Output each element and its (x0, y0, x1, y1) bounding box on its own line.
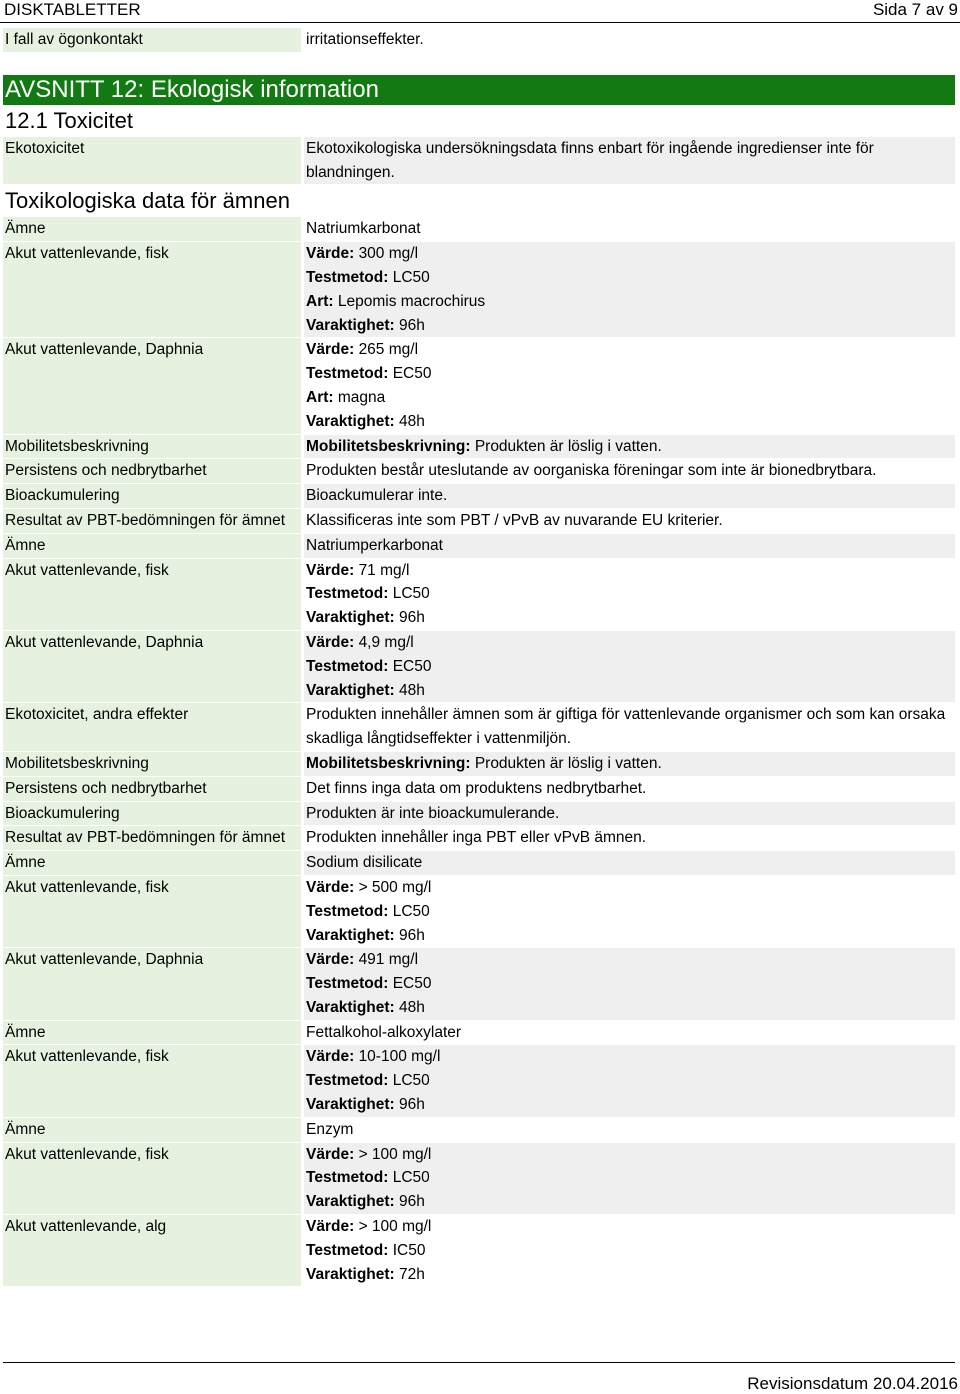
row-label: Resultat av PBT-bedömningen för ämnet (3, 826, 301, 850)
row-label: Akut vattenlevande, fisk (3, 876, 301, 947)
row-value: Värde: 491 mg/l Testmetod: EC50 Varaktighet: 48h (304, 948, 955, 1019)
row-value: Produkten innehåller ämnen som är giftiga för vattenlevande organismer och som kan orsaka skadliga långtidseffekter i vattenmiljön. (304, 703, 955, 751)
info-row (3, 137, 955, 185)
row-value: Värde: 71 mg/l Testmetod: LC50 Varaktighet: 96h (304, 559, 955, 630)
row-label: Ämne (3, 534, 301, 558)
row-label: Bioackumulering (3, 802, 301, 826)
info-row (3, 1045, 955, 1116)
info-row (3, 459, 955, 483)
row-value: Produkten är inte bioackumulerande. (304, 802, 955, 826)
row-value: Värde: > 100 mg/l Testmetod: IC50 Varaktighet: 72h (304, 1215, 955, 1286)
info-row (3, 1143, 955, 1214)
info-row (3, 777, 955, 801)
substance-row (3, 851, 955, 875)
info-row (3, 876, 955, 947)
row-label: Bioackumulering (3, 484, 301, 508)
row-label: Persistens och nedbrytbarhet (3, 777, 301, 801)
row-label: Ämne (3, 217, 301, 241)
page-footer (3, 1362, 958, 1393)
page-header (0, 0, 960, 23)
row-label: Akut vattenlevande, fisk (3, 559, 301, 630)
row-label: Resultat av PBT-bedömningen för ämnet (3, 509, 301, 533)
row-label: Akut vattenlevande, Daphnia (3, 338, 301, 433)
info-row (3, 435, 955, 459)
row-value: irritationseffekter. (304, 28, 955, 52)
row-value: Värde: 4,9 mg/l Testmetod: EC50 Varaktighet: 48h (304, 631, 955, 702)
row-value: Ekotoxikologiska undersökningsdata finns enbart för ingående ingredienser inte för blandningen. (304, 137, 955, 185)
info-row (3, 826, 955, 850)
substance-name: Enzym (304, 1118, 955, 1142)
page-number: Sida 7 av 9 (872, 0, 958, 19)
info-row (3, 559, 955, 630)
info-row (3, 338, 955, 433)
row-value: Det finns inga data om produktens nedbrytbarhet. (304, 777, 955, 801)
substance-row (3, 534, 955, 558)
product-name: DISKTABLETTER (4, 0, 141, 19)
row-label: Akut vattenlevande, fisk (3, 1143, 301, 1214)
row-value: Produkten innehåller inga PBT eller vPvB ämnen. (304, 826, 955, 850)
substance-name: Natriumperkarbonat (304, 534, 955, 558)
substance-name: Natriumkarbonat (304, 217, 955, 241)
row-value: Mobilitetsbeskrivning: Produkten är löslig i vatten. (304, 752, 955, 776)
row-value: Produkten består uteslutande av oorganiska föreningar som inte är bionedbrytbara. (304, 459, 955, 483)
row-label: Ekotoxicitet, andra effekter (3, 703, 301, 751)
info-row (3, 28, 955, 52)
row-value: Värde: > 100 mg/l Testmetod: LC50 Varaktighet: 96h (304, 1143, 955, 1214)
row-value: Bioackumulerar inte. (304, 484, 955, 508)
substance-name: Fettalkohol-alkoxylater (304, 1021, 955, 1045)
row-value: Klassificeras inte som PBT / vPvB av nuvarande EU kriterier. (304, 509, 955, 533)
row-label: Ämne (3, 1118, 301, 1142)
row-label: Akut vattenlevande, Daphnia (3, 631, 301, 702)
row-label: Akut vattenlevande, fisk (3, 1045, 301, 1116)
substance-name: Sodium disilicate (304, 851, 955, 875)
row-label: Akut vattenlevande, Daphnia (3, 948, 301, 1019)
row-value: Värde: 265 mg/l Testmetod: EC50 Art: magna Varaktighet: 48h (304, 338, 955, 433)
row-label: I fall av ögonkontakt (3, 28, 301, 52)
info-row (3, 802, 955, 826)
row-label: Mobilitetsbeskrivning (3, 752, 301, 776)
row-label: Persistens och nedbrytbarhet (3, 459, 301, 483)
document-body (3, 28, 955, 1287)
info-row (3, 631, 955, 702)
row-label: Mobilitetsbeskrivning (3, 435, 301, 459)
info-row (3, 948, 955, 1019)
info-row (3, 509, 955, 533)
row-label: Akut vattenlevande, alg (3, 1215, 301, 1286)
row-value: Mobilitetsbeskrivning: Produkten är löslig i vatten. (304, 435, 955, 459)
substance-row (3, 1118, 955, 1142)
subsection-title: 12.1 Toxicitet (5, 107, 134, 133)
info-row (3, 1215, 955, 1286)
row-value: Värde: 300 mg/l Testmetod: LC50 Art: Lepomis macrochirus Varaktighet: 96h (304, 242, 955, 337)
row-label: Ämne (3, 851, 301, 875)
substance-row (3, 1021, 955, 1045)
section-title: AVSNITT 12: Ekologisk information (3, 75, 955, 105)
info-row (3, 752, 955, 776)
substance-row (3, 217, 955, 241)
tox-heading: Toxikologiska data för ämnen (5, 188, 290, 214)
row-label: Ekotoxicitet (3, 137, 301, 185)
info-row (3, 703, 955, 751)
info-row (3, 242, 955, 337)
revision-date: Revisionsdatum 20.04.2016 (747, 1374, 958, 1393)
row-label: Akut vattenlevande, fisk (3, 242, 301, 337)
row-label: Ämne (3, 1021, 301, 1045)
row-value: Värde: 10-100 mg/l Testmetod: LC50 Varaktighet: 96h (304, 1045, 955, 1116)
info-row (3, 484, 955, 508)
row-value: Värde: > 500 mg/l Testmetod: LC50 Varaktighet: 96h (304, 876, 955, 947)
